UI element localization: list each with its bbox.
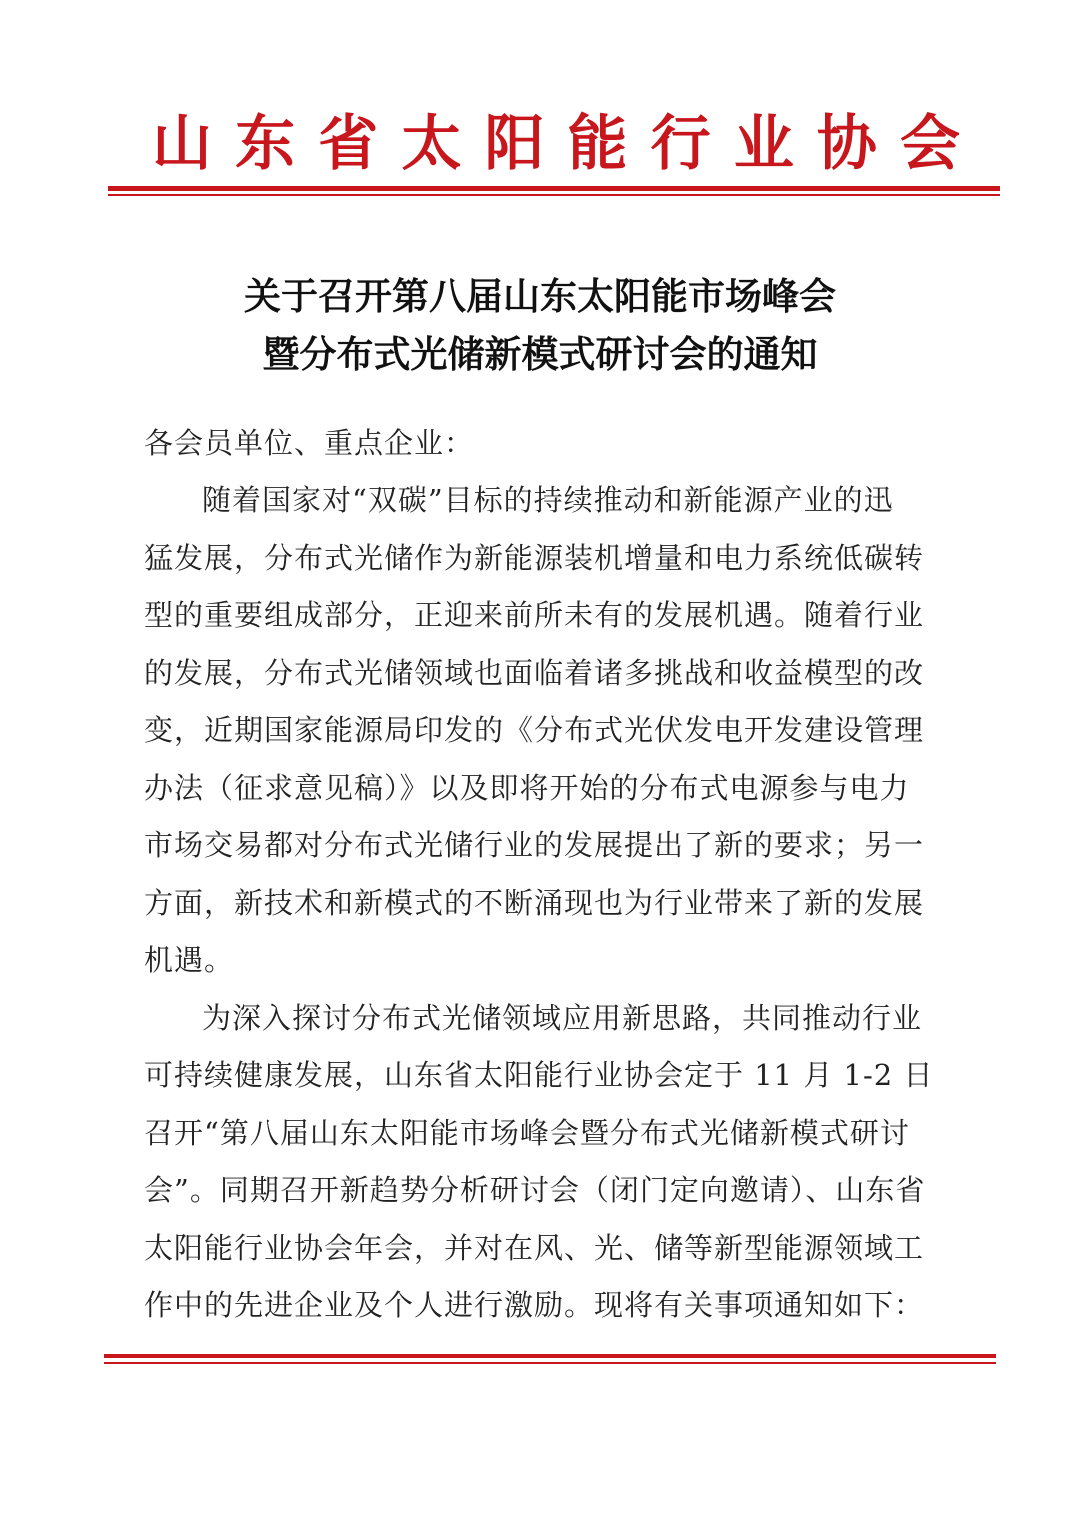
paragraph-line: 机遇。 <box>144 943 235 977</box>
organization-char: 会 <box>899 109 960 179</box>
paragraph-line: 作中的先进企业及个人进行激励。现将有关事项通知如下： <box>144 1288 925 1322</box>
paragraph-line: 型的重要组成部分，正迎来前所未有的发展机遇。随着行业 <box>144 598 925 632</box>
footer-divider-thick <box>104 1354 996 1358</box>
header-divider-thick <box>108 186 1000 191</box>
paragraph-line: 太阳能行业协会年会，并对在风、光、储等新型能源领域工 <box>144 1230 925 1265</box>
organization-char: 阳 <box>484 109 545 179</box>
paragraph-line: 变，近期国家能源局印发的《分布式光伏发电开发建设管理 <box>144 713 925 747</box>
paragraph <box>144 472 925 990</box>
organization-char: 省 <box>318 109 379 179</box>
paragraph-line: 随着国家对“双碳”目标的持续推动和新能源产业的迅 <box>202 483 894 517</box>
organization-header <box>110 108 1000 180</box>
paragraph-line: 方面，新技术和新模式的不断涌现也为行业带来了新的发展 <box>144 885 925 920</box>
paragraph-line: 召开“第八届山东太阳能市场峰会暨分布式光储新模式研讨 <box>144 1115 910 1150</box>
paragraph-line: 的发展，分布式光储领域也面临着诸多挑战和收益模型的改 <box>144 655 925 690</box>
organization-char: 业 <box>733 109 794 179</box>
organization-char: 东 <box>235 109 296 179</box>
notice-title-line: 暨分布式光储新模式研讨会的通知 <box>262 332 818 376</box>
paragraph-line: 办法（征求意见稿）》以及即将开始的分布式电源参与电力 <box>144 770 910 805</box>
paragraph-line: 市场交易都对分布式光储行业的发展提出了新的要求；另一 <box>144 828 925 862</box>
paragraph-line: 可持续健康发展，山东省太阳能行业协会定于 11 月 1-2 日 <box>144 1058 934 1092</box>
organization-char: 行 <box>650 109 711 179</box>
paragraph <box>144 990 934 1335</box>
paragraph-line: 猛发展，分布式光储作为新能源装机增量和电力系统低碳转 <box>144 540 925 575</box>
organization-char: 协 <box>816 109 877 179</box>
notice-title-line: 关于召开第八届山东太阳能市场峰会 <box>244 275 836 318</box>
organization-char: 山 <box>152 109 212 179</box>
organization-char: 太 <box>401 109 462 179</box>
notice-title <box>0 268 1080 383</box>
paragraph-line: 会”。同期召开新趋势分析研讨会（闭门定向邀请）、山东省 <box>144 1173 926 1207</box>
footer-divider-thin <box>104 1362 996 1364</box>
notice-body <box>144 414 934 1335</box>
salutation: 各会员单位、重点企业： <box>144 426 475 460</box>
organization-char: 能 <box>567 109 628 179</box>
header-divider-thin <box>108 194 1000 196</box>
paragraph-line: 为深入探讨分布式光储领域应用新思路，共同推动行业 <box>202 1000 923 1035</box>
